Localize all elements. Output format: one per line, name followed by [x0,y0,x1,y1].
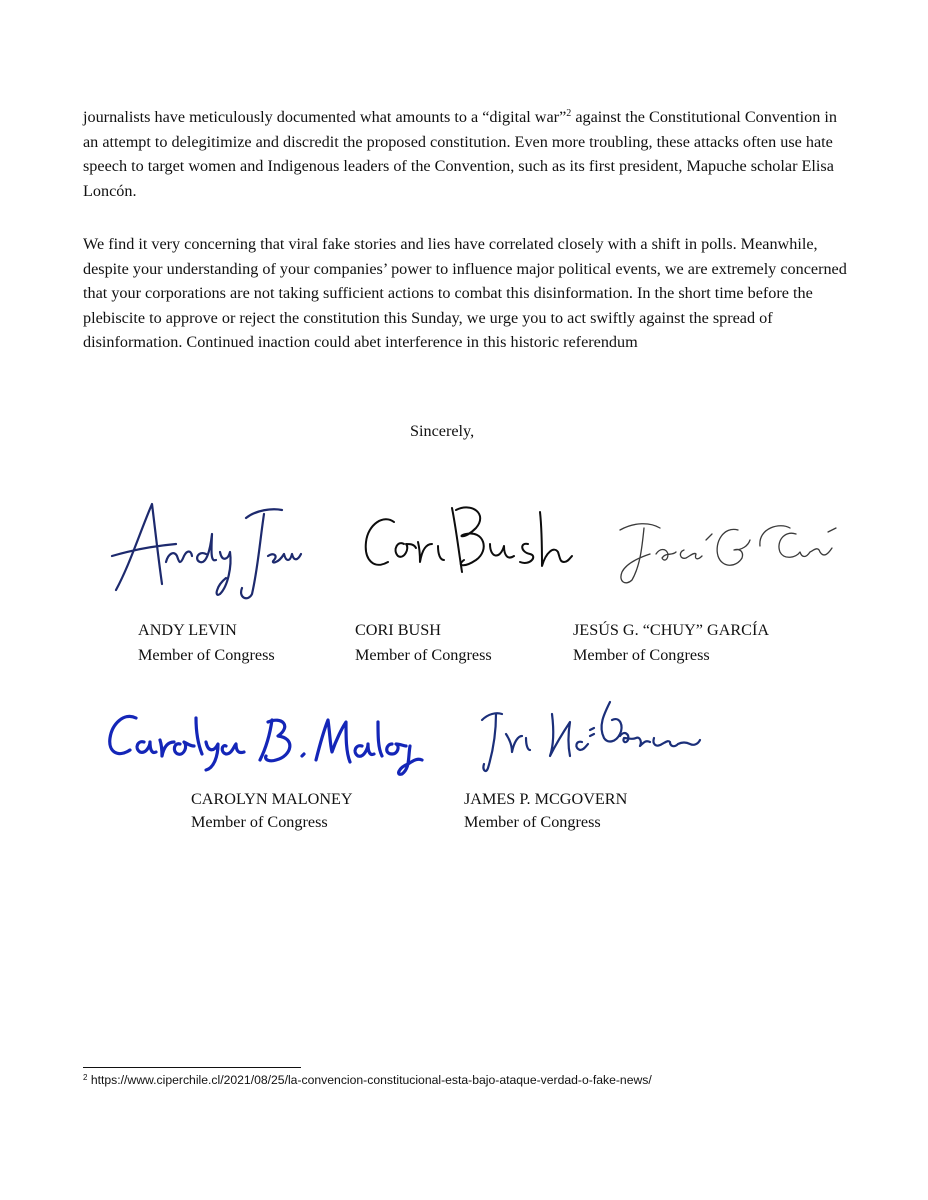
body-paragraph-1 [83,105,853,203]
signature-ink [620,524,836,583]
signature-ink [110,716,422,774]
footnote [83,1073,652,1087]
paragraph-1-rest: against the Constitutional Convention in an attempt to delegitimize and discredit the proposed constitution. Even more troubling, these attacks often use hate speech to target women and Indigenous leaders of the Convention, such as its first president, Mapuche scholar Elisa Loncón. [83,108,837,200]
signature-ink [366,507,572,572]
footnote-marker: 2 [83,1073,88,1082]
signature-carolyn-maloney [106,708,426,778]
signature-james-mcgovern [478,690,703,780]
signatory-name: CAROLYN MALONEY [191,790,353,808]
signatory-name: ANDY LEVIN [138,621,237,639]
signatory-title: Member of Congress [464,813,601,831]
signatory-name: JAMES P. MCGOVERN [464,790,628,808]
signature-jesus-garcia [610,516,845,588]
signature-ink [112,504,301,598]
signatory-title: Member of Congress [355,646,492,664]
footnote-reference[interactable]: 2 [566,108,572,119]
signatory-name: JESÚS G. “CHUY” GARCÍA [573,621,770,639]
signatory-title: Member of Congress [191,813,328,831]
closing-salutation: Sincerely, [410,422,475,440]
signature-ink [482,702,700,771]
signature-andy-levin [108,498,303,606]
signatory-title: Member of Congress [573,646,710,664]
footnote-divider [83,1067,301,1068]
signature-cori-bush [360,500,575,580]
signatory-name: CORI BUSH [355,621,441,639]
paragraph-1-start: journalists have meticulously documented what amounts to a “digital war” [83,108,567,126]
footnote-link[interactable]: https://www.ciperchile.cl/2021/08/25/la-convencion-constitucional-esta-bajo-ataque-verdad-o-fake-news/ [87,1073,652,1087]
signatory-title: Member of Congress [138,646,275,664]
body-paragraph-2: We find it very concerning that viral fake stories and lies have correlated closely with a shift in polls. Meanwhile, despite your understanding of your companies’ power to influence major political events, we are extremely concerned that your corporations are not taking sufficient actions to combat this disinformation. In the short time before the plebiscite to approve or reject the constitution this Sunday, we urge you to act swiftly against the spread of disinformation. Continued inaction could abet interference in this historic referendum [83,235,847,352]
